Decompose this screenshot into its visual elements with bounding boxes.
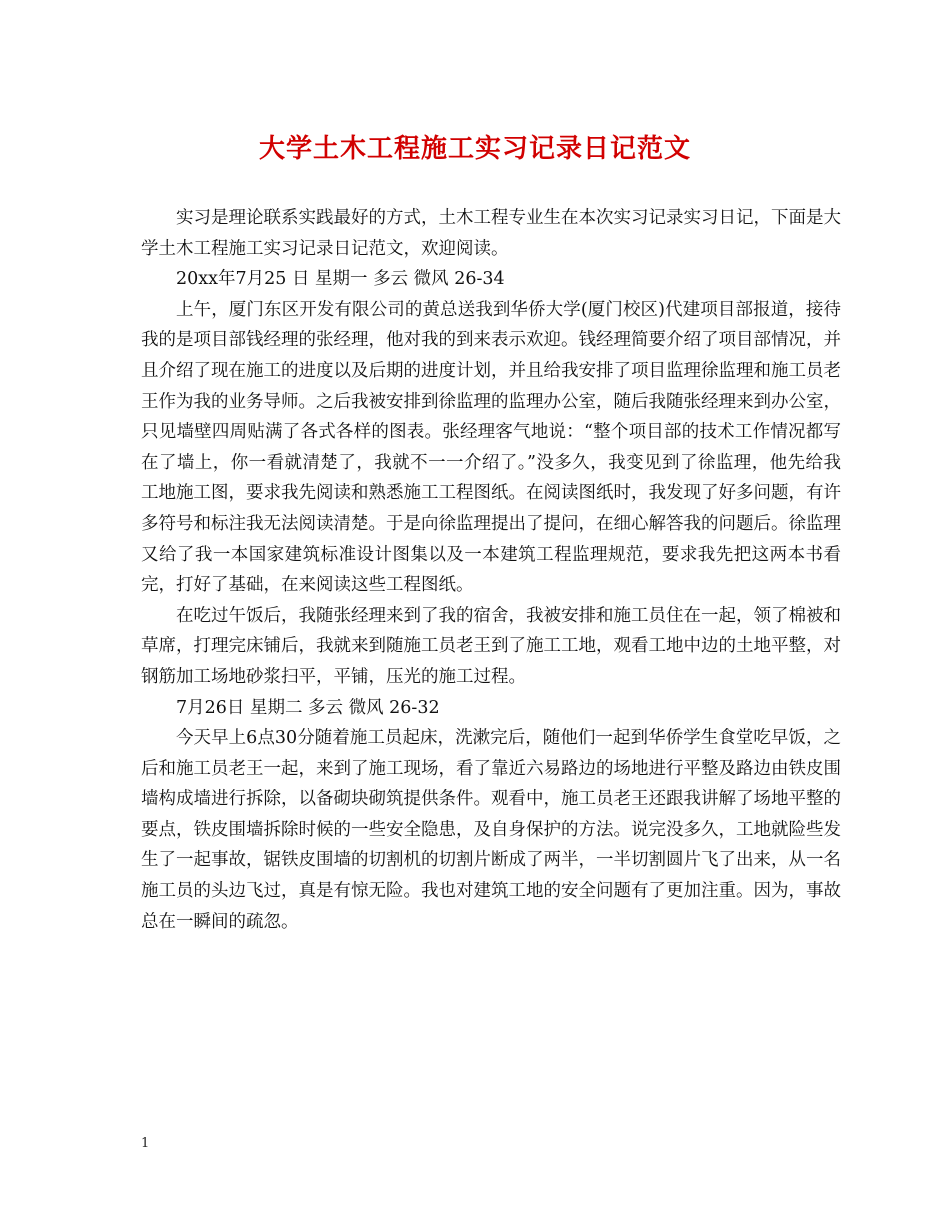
diary-date-heading: 7月26日 星期二 多云 微风 26-32 [176,697,440,718]
body-paragraph: 在吃过午饭后，我随张经理来到了我的宿舍，我被安排和施工员住在一起，领了棉被和草席，打理完床铺后，我就来到随施工员老王到了施工工地，观看工地中边的土地平整，对钢筋加工场地砂浆扫平，平铺，压光的施工过程。 [141,605,841,687]
document-body [141,203,841,937]
document-title: 大学土木工程施工实习记录日记范文 [258,134,691,164]
diary-date-heading: 20xx年7月25 日 星期一 多云 微风 26-34 [176,269,505,290]
intro-paragraph: 实习是理论联系实践最好的方式，土木工程专业生在本次实习记录实习日记，下面是大学土木工程施工实习记录日记范文，欢迎阅读。 [141,208,841,259]
body-paragraph: 上午，厦门东区开发有限公司的黄总送我到华侨大学(厦门校区)代建项目部报道，接待我的是项目部钱经理的张经理，他对我的到来表示欢迎。钱经理简要介绍了项目部情况，并且介绍了现在施工的进度以及后期的进度计划，并且给我安排了项目监理徐监理和施工员老王作为我的业务导师。之后我被安排到徐监理的监理办公室，随后我随张经理来到办公室，只见墙壁四周贴满了各式各样的图表。张经理客气地说：“整个项目部的技术工作情况都写在了墙上，你一看就清楚了，我就不一一介绍了。”没多久，我变见到了徐监理，他先给我工地施工图，要求我先阅读和熟悉施工工程图纸。在阅读图纸时，我发现了好多问题，有许多符号和标注我无法阅读清楚。于是向徐监理提出了提问，在细心解答我的问题后。徐监理又给了我一本国家建筑标准设计图集以及一本建筑工程监理规范，要求我先把这两本书看完，打好了基础，在来阅读这些工程图纸。 [141,299,841,596]
page-number: 1 [141,1136,150,1151]
body-paragraph: 今天早上6点30分随着施工员起床，洗漱完后，随他们一起到华侨学生食堂吃早饭，之后和施工员老王一起，来到了施工现场，看了靠近六易路边的场地进行平整及路边由铁皮围墙构成墙进行拆除，以备砌块砌筑提供条件。观看中，施工员老王还跟我讲解了场地平整的要点，铁皮围墙拆除时候的一些安全隐患，及自身保护的方法。说完没多久，工地就险些发生了一起事故，锯铁皮围墙的切割机的切割片断成了两半，一半切割圆片飞了出来，从一名施工员的头边飞过，真是有惊无险。我也对建筑工地的安全问题有了更加注重。因为，事故总在一瞬间的疏忽。 [141,728,841,932]
